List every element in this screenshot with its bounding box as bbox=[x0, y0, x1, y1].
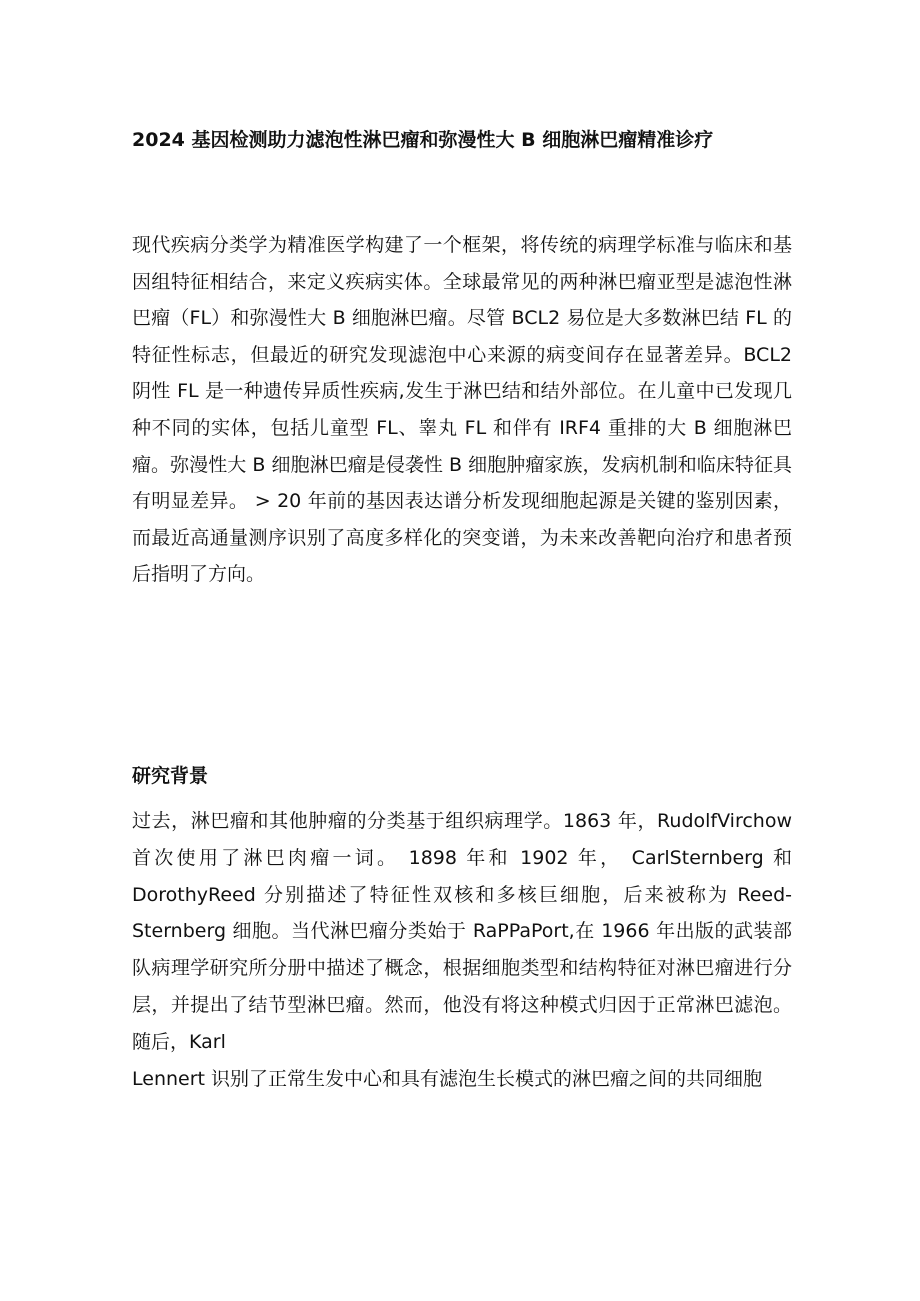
intro-text: 现代疾病分类学为精准医学构建了一个框架，将传统的病理学标准与临床和基因组特征相结合，来定义疾病实体。全球最常见的两种淋巴瘤亚型是滤泡性淋巴瘤（FL）和弥漫性大 B 细胞淋巴瘤。尽管 BCL2 易位是大多数淋巴结 FL 的特征性标志，但最近的研究发现滤泡中心来源的病变间存在显著差异。BCL2 阴性 FL 是一种遗传异质性疾病,发生于淋巴结和结外部位。在儿童中已发现几种不同的实体，包括儿童型 FL、睾丸 FL 和伴有 IRF4 重排的大 B 细胞淋巴瘤。弥漫性大 B 细胞淋巴瘤是侵袭性 B 细胞肿瘤家族，发病机制和临床特征具有明显差异。 > 20 年前的基因表达谱分析发现细胞起源是关键的鉴别因素，而最近高通量测序识别了高度多样化的突变谱，为未来改善靶向治疗和患者预后指明了方向。 bbox=[132, 234, 792, 586]
background-paragraph-1: 过去，淋巴瘤和其他肿瘤的分类基于组织病理学。1863 年，RudolfVirchow 首次使用了淋巴肉瘤一词。 1898 年和 1902 年， CarlSternberg 和 DorothyReed 分别描述了特征性双核和多核巨细胞，后来被称为 Reed-Sternberg 细胞。当代淋巴瘤分类始于 RaPPaPort,在 1966 年出版的武装部队病理学研究所分册中描述了概念，根据细胞类型和结构特征对淋巴瘤进行分层，并提出了结节型淋巴瘤。然而，他没有将这种模式归因于正常淋巴滤泡。随后，Karl bbox=[132, 810, 792, 1053]
section-heading-background: 研究背景 bbox=[132, 765, 209, 787]
document-title: 2024 基因检测助力滤泡性淋巴瘤和弥漫性大 B 细胞淋巴瘤精准诊疗 bbox=[132, 129, 714, 151]
background-section bbox=[132, 803, 792, 1097]
intro-paragraph bbox=[132, 227, 792, 593]
background-paragraph-2: Lennert 识别了正常生发中心和具有滤泡生长模式的淋巴瘤之间的共同细胞 bbox=[132, 1067, 763, 1090]
